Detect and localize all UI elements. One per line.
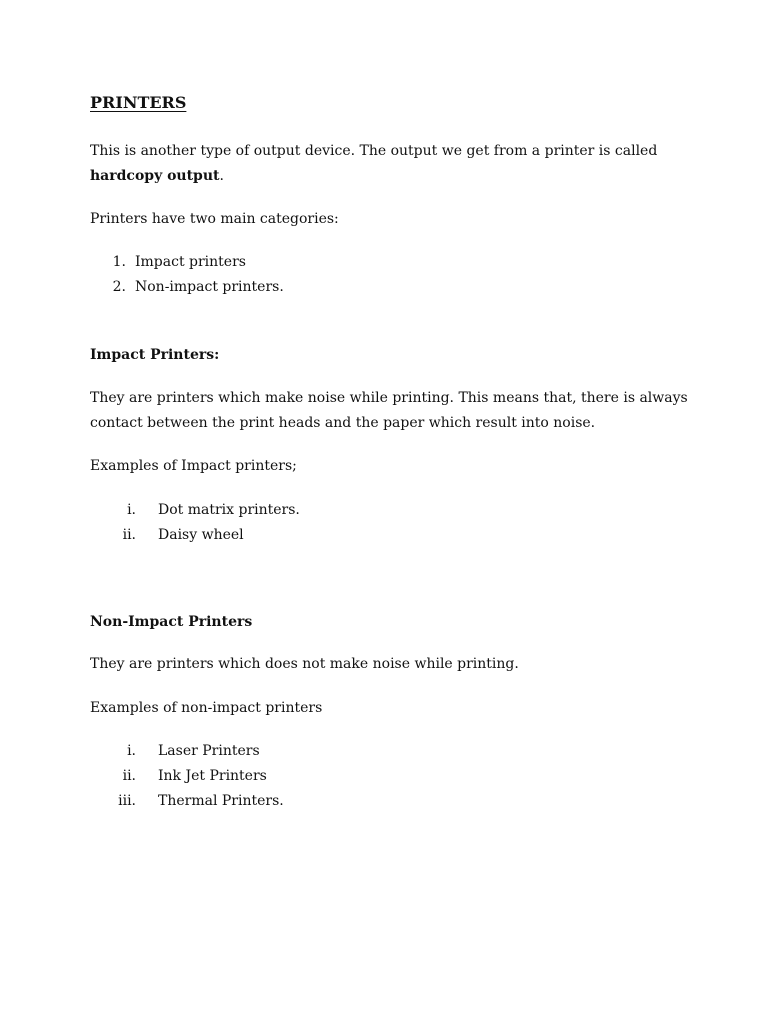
hardcopy-output-term: hardcopy output	[90, 168, 220, 184]
non-impact-example-inkjet: Ink Jet Printers	[158, 768, 267, 784]
category-number: 2.	[112, 279, 126, 295]
impact-desc-line-2: contact between the print heads and the paper which result into noise.	[90, 415, 596, 431]
categories-intro: Printers have two main categories:	[90, 211, 339, 227]
impact-examples-intro: Examples of Impact printers;	[90, 458, 297, 474]
impact-desc-line-1: They are printers which make noise while printing. This means that, there is always	[90, 390, 688, 406]
non-impact-example-laser: Laser Printers	[158, 743, 260, 759]
non-impact-desc: They are printers which does not make noise while printing.	[90, 656, 519, 672]
non-impact-example-number: ii.	[122, 768, 136, 784]
non-impact-examples-intro: Examples of non-impact printers	[90, 700, 323, 716]
intro-line-2	[90, 166, 224, 186]
non-impact-example-number: i.	[127, 743, 136, 759]
impact-example-number: ii.	[122, 527, 136, 543]
category-number: 1.	[112, 254, 126, 270]
intro-line-1: This is another type of output device. The output we get from a printer is called	[90, 143, 658, 159]
impact-heading: Impact Printers:	[90, 347, 220, 363]
non-impact-example-thermal: Thermal Printers.	[158, 793, 284, 809]
non-impact-heading: Non-Impact Printers	[90, 614, 253, 630]
impact-example-daisy-wheel: Daisy wheel	[158, 527, 244, 543]
page-title: PRINTERS	[90, 93, 187, 112]
impact-example-number: i.	[127, 502, 136, 518]
non-impact-example-number: iii.	[118, 793, 136, 809]
intro-end-punct: .	[219, 168, 224, 184]
category-item-impact: Impact printers	[135, 254, 246, 270]
category-item-non-impact: Non-impact printers.	[135, 279, 284, 295]
impact-example-dot-matrix: Dot matrix printers.	[158, 502, 300, 518]
